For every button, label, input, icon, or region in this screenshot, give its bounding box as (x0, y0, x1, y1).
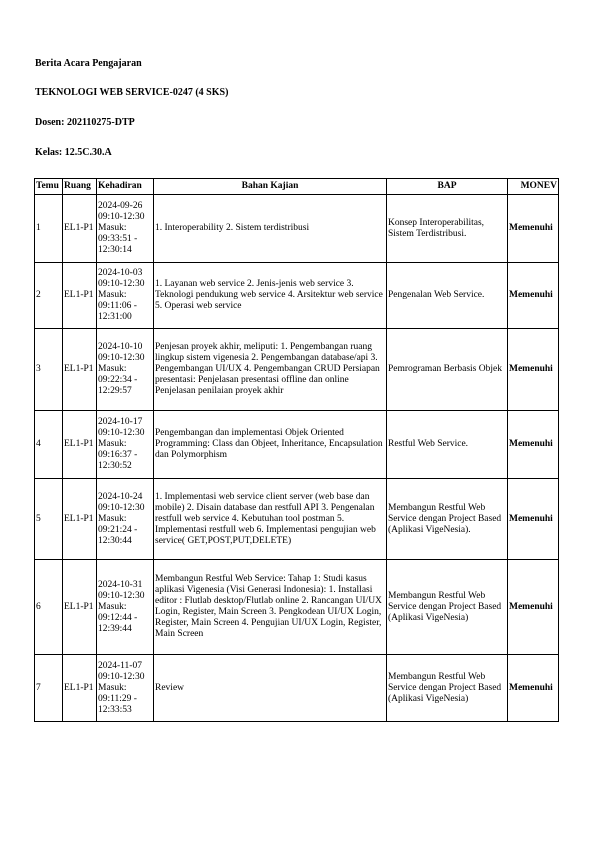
lecturer-info: Dosen: 202110275-DTP (35, 117, 135, 128)
cell-temu: 6 (35, 560, 63, 655)
class-info: Kelas: 12.5C.30.A (35, 147, 112, 158)
cell-temu: 7 (35, 655, 63, 722)
course-title: TEKNOLOGI WEB SERVICE-0247 (4 SKS) (35, 87, 229, 98)
cell-ruang: EL1-P1 (63, 411, 97, 479)
cell-bap: Konsep Interoperabilitas, Sistem Terdistribusi. (387, 195, 508, 263)
cell-kehadiran: 2024-09-26 09:10-12:30 Masuk: 09:33:51 - 12:30:14 (97, 195, 154, 263)
table-row (35, 195, 559, 263)
col-header-bahan-kajian: Bahan Kajian (154, 179, 387, 195)
cell-bahan-kajian: Membangun Restful Web Service: Tahap 1: Studi kasus aplikasi Vigenesia (Visi Generasi Indonesia): 1. Installasi editor : Flutlab desktop/Flutlab online 2. Rancangan UI/UX Login, Register, Main Screen 3. Pengkodean UI/UX Login, Register, Main Screen 4. Pengujian UI/UX Login, Register, Main Screen (154, 560, 387, 655)
cell-monev: Memenuhi (508, 329, 559, 411)
table-row (35, 655, 559, 722)
cell-ruang: EL1-P1 (63, 655, 97, 722)
cell-bap: Membangun Restful Web Service dengan Project Based (Aplikasi VigeNesia). (387, 479, 508, 560)
cell-monev: Memenuhi (508, 655, 559, 722)
cell-temu: 3 (35, 329, 63, 411)
cell-ruang: EL1-P1 (63, 479, 97, 560)
cell-bahan-kajian: Penjesan proyek akhir, meliputi: 1. Pengembangan ruang lingkup sistem vigenesia 2. Pengembangan database/api 3. Pengembangan UI/UX 4. Pengembangan CRUD Persiapan presentasi: Penjelasan presentasi offline dan online Penjelasan penilaian proyek akhir (154, 329, 387, 411)
cell-kehadiran: 2024-11-07 09:10-12:30 Masuk: 09:11:29 - 12:33:53 (97, 655, 154, 722)
cell-bahan-kajian: 1. Implementasi web service client server (web base dan mobile) 2. Disain database dan restfull API 3. Pengenalan restfull web service 4. Kebutuhan tool postman 5. Implementasi restfull web 6. Implementasi pengujian web service( GET,POST,PUT,DELETE) (154, 479, 387, 560)
table-header-row (35, 179, 559, 195)
cell-monev: Memenuhi (508, 411, 559, 479)
cell-ruang: EL1-P1 (63, 263, 97, 329)
page-title: Berita Acara Pengajaran (35, 58, 142, 69)
col-header-temu: Temu (35, 179, 63, 195)
col-header-kehadiran: Kehadiran (97, 179, 154, 195)
cell-bahan-kajian: Review (154, 655, 387, 722)
cell-monev: Memenuhi (508, 479, 559, 560)
cell-ruang: EL1-P1 (63, 329, 97, 411)
cell-kehadiran: 2024-10-24 09:10-12:30 Masuk: 09:21:24 - 12:30:44 (97, 479, 154, 560)
cell-monev: Memenuhi (508, 263, 559, 329)
cell-bahan-kajian: 1. Interoperability 2. Sistem terdistribusi (154, 195, 387, 263)
table-row (35, 560, 559, 655)
cell-bap: Membangun Restful Web Service dengan Project Based (Aplikasi VigeNesia) (387, 560, 508, 655)
cell-temu: 5 (35, 479, 63, 560)
cell-monev: Memenuhi (508, 560, 559, 655)
table-row (35, 479, 559, 560)
cell-bap: Membangun Restful Web Service dengan Project Based (Aplikasi VigeNesia) (387, 655, 508, 722)
col-header-ruang: Ruang (63, 179, 97, 195)
table-row (35, 329, 559, 411)
cell-ruang: EL1-P1 (63, 560, 97, 655)
cell-kehadiran: 2024-10-17 09:10-12:30 Masuk: 09:16:37 - 12:30:52 (97, 411, 154, 479)
cell-temu: 2 (35, 263, 63, 329)
table-row (35, 263, 559, 329)
cell-kehadiran: 2024-10-10 09:10-12:30 Masuk: 09:22:34 - 12:29:57 (97, 329, 154, 411)
col-header-bap: BAP (387, 179, 508, 195)
table-row (35, 411, 559, 479)
cell-monev: Memenuhi (508, 195, 559, 263)
cell-kehadiran: 2024-10-31 09:10-12:30 Masuk: 09:12:44 - 12:39:44 (97, 560, 154, 655)
cell-bap: Restful Web Service. (387, 411, 508, 479)
cell-bahan-kajian: 1. Layanan web service 2. Jenis-jenis web service 3. Teknologi pendukung web service 4. Arsitektur web service 5. Operasi web service (154, 263, 387, 329)
cell-bap: Pengenalan Web Service. (387, 263, 508, 329)
cell-temu: 1 (35, 195, 63, 263)
cell-kehadiran: 2024-10-03 09:10-12:30 Masuk: 09:11:06 - 12:31:00 (97, 263, 154, 329)
cell-ruang: EL1-P1 (63, 195, 97, 263)
cell-bahan-kajian: Pengembangan dan implementasi Objek Oriented Programming: Class dan Objeet, Inheritance, Encapsulation dan Polymorphism (154, 411, 387, 479)
teaching-record-table (34, 178, 559, 722)
cell-bap: Pemrograman Berbasis Objek (387, 329, 508, 411)
cell-temu: 4 (35, 411, 63, 479)
col-header-monev: MONEV (508, 179, 559, 195)
